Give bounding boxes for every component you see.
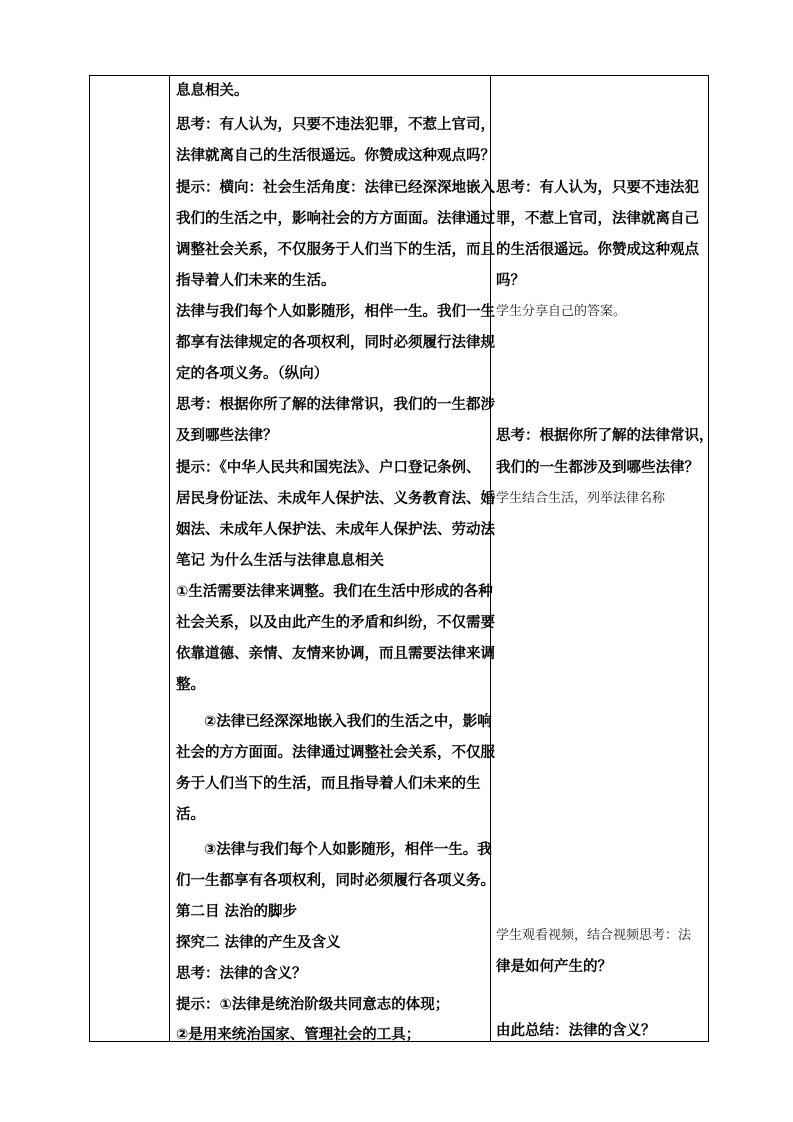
lesson-table	[89, 75, 714, 1043]
text-line: 探究二 法律的产生及含义	[176, 935, 341, 951]
first-column-cell	[90, 76, 169, 1041]
text-line: 罪，不惹上官司，法律就离自己	[496, 211, 699, 227]
text-line: 法律与我们每个人如影随形，相伴一生。我们一生	[176, 304, 495, 320]
text-line: 思考：根据你所了解的法律常识，我们的一生都涉	[176, 397, 495, 413]
text-line: 思考：根据你所了解的法律常识，	[496, 428, 714, 444]
text-line: 们一生都享有各项权利，同时必须履行各项义务。	[176, 873, 495, 889]
text-line: ②法律已经深深地嵌入我们的生活之中，影响	[204, 714, 492, 730]
text-line: 整。	[176, 677, 205, 693]
text-line: 笔记 为什么生活与法律息息相关	[176, 553, 385, 569]
text-line: 思考：有人认为，只要不违法犯罪，不惹上官司，	[176, 117, 495, 133]
text-line: 学生分享自己的答案。	[496, 304, 627, 319]
text-line: 由此总结：法律的含义？	[496, 1023, 656, 1039]
text-line: ②是用来统治国家、管理社会的工具；	[176, 1027, 421, 1043]
text-line: 调整社会关系，不仅服务于人们当下的生活，而且	[176, 242, 495, 258]
student-activity-cell	[496, 76, 714, 1041]
text-line: 学生结合生活，列举法律名称	[496, 491, 666, 506]
text-line: 社会关系，以及由此产生的矛盾和纠纷，不仅需要	[176, 615, 495, 631]
text-line: 的生活很遥远。你赞成这种观点	[496, 242, 699, 258]
text-line: 第二目 法治的脚步	[176, 904, 298, 920]
text-line: 学生观看视频，结合视频思考：法	[496, 928, 692, 943]
text-line: 定的各项义务。（纵向）	[176, 366, 329, 382]
text-line: 思考：有人认为，只要不违法犯	[496, 180, 699, 196]
text-line: 提示：①法律是统治阶级共同意志的体现；	[176, 997, 450, 1013]
text-line: 依靠道德、亲情、友情来协调，而且需要法律来调	[176, 646, 495, 662]
text-line: 指导着人们未来的生活。	[176, 273, 336, 289]
text-line: 务于人们当下的生活，而且指导着人们未来的生	[176, 776, 481, 792]
text-line: 居民身份证法、未成年人保护法、义务教育法、婚	[176, 491, 495, 507]
teaching-content-cell	[176, 76, 495, 1043]
text-line: ③法律与我们每个人如影随形，相伴一生。我	[204, 842, 492, 858]
text-line: 法律就离自己的生活很遥远。你赞成这种观点吗？	[176, 148, 495, 164]
text-line: 社会的方方面面。法律通过调整社会关系，不仅服	[176, 745, 495, 761]
text-line: 我们的一生都涉及到哪些法律？	[496, 460, 699, 476]
text-line: ①生活需要法律来调整。我们在生活中形成的各种	[176, 584, 493, 600]
text-line: 提示：横向：社会生活角度：法律已经深深地嵌入	[176, 180, 495, 196]
text-line: 姻法、未成年人保护法、未成年人保护法、劳动法	[176, 522, 495, 538]
text-line: 吗？	[496, 273, 525, 289]
text-line: 息息相关。	[176, 83, 249, 99]
text-line: 提示：《中华人民共和国宪法》、户口登记条例、	[176, 460, 481, 476]
text-line: 活。	[176, 807, 205, 823]
text-line: 我们的生活之中，影响社会的方方面面。法律通过	[176, 211, 495, 227]
text-line: 都享有法律规定的各项权利，同时必须履行法律规	[176, 335, 495, 351]
text-line: 思考：法律的含义？	[176, 966, 307, 982]
column-divider	[169, 76, 170, 1041]
text-line: 律是如何产生的？	[496, 959, 612, 975]
text-line: 及到哪些法律？	[176, 428, 278, 444]
